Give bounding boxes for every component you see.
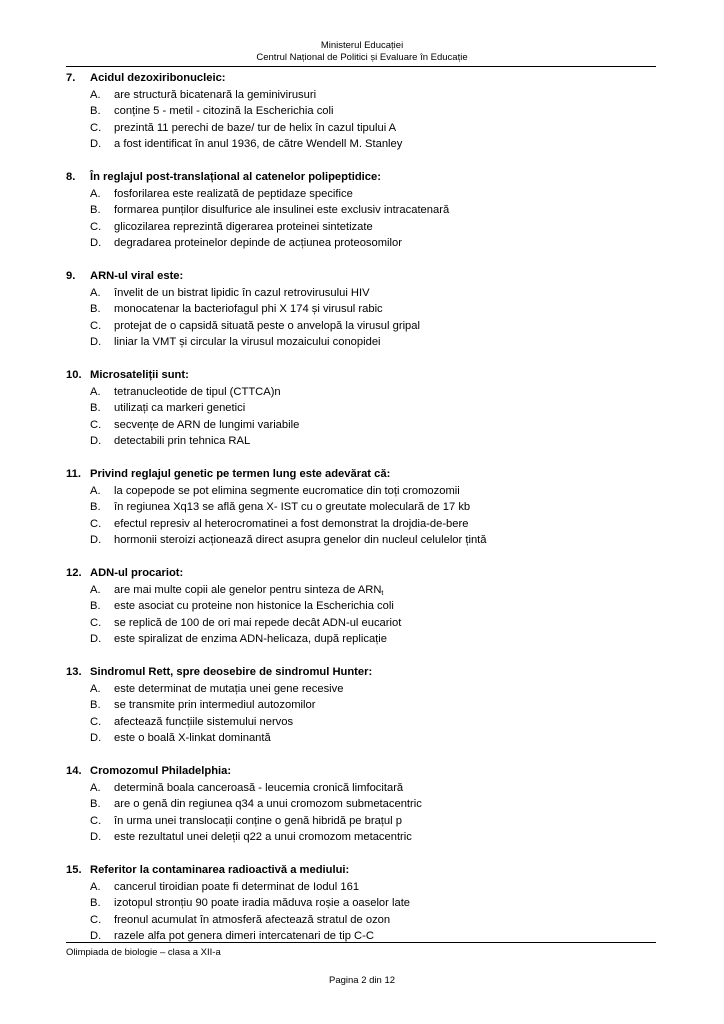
option-text: învelit de un bistrat lipidic în cazul retrovirusului HIV	[114, 286, 370, 299]
option-text: este spiralizat de enzima ADN-helicaza, după replicație	[114, 633, 387, 645]
option-text: a fost identificat în anul 1936, de către Wendell M. Stanley	[114, 138, 403, 150]
option-text: tetranucleotide de tipul (CTTCA)n	[114, 385, 281, 398]
option-letter: C.	[90, 517, 102, 530]
page-number: Pagina 2 din 12	[328, 975, 396, 986]
option-text: se replică de 100 de ori mai repede decât ADN-ul eucariot	[114, 616, 402, 629]
option-text: degradarea proteinelor depinde de acțiunea proteosomilor	[114, 237, 402, 249]
option-letter: C.	[90, 418, 102, 431]
answer-option	[66, 631, 666, 648]
option-letter: A.	[90, 88, 101, 101]
question-number: 12.	[66, 567, 82, 579]
answer-option	[66, 334, 666, 351]
answer-option	[66, 879, 666, 896]
option-text: glicozilarea reprezintă digerarea proteinei sintetizate	[114, 220, 373, 233]
question-number: 14.	[66, 765, 82, 777]
answer-option	[66, 235, 666, 252]
option-text: prezintă 11 perechi de baze/ tur de helix în cazul tipului A	[114, 121, 397, 134]
option-text: este determinat de mutația unei gene recesive	[114, 682, 344, 695]
answer-option	[66, 582, 666, 599]
option-text: afectează funcțiile sistemului nervos	[114, 715, 294, 728]
answer-option	[66, 136, 666, 153]
question-block	[66, 565, 666, 648]
question-title	[66, 862, 666, 879]
option-letter: A.	[90, 583, 101, 596]
option-text: cancerul tiroidian poate fi determinat de Iodul 161	[114, 880, 360, 893]
answer-option	[66, 186, 666, 203]
question-number: 7.	[66, 72, 76, 84]
option-letter: A.	[90, 385, 101, 398]
answer-option	[66, 384, 666, 401]
answer-option	[66, 615, 666, 632]
option-text: are o genă din regiunea q34 a unui cromozom submetacentric	[114, 798, 422, 810]
answer-option	[66, 120, 666, 137]
option-letter: A.	[90, 286, 101, 299]
option-text: utilizați ca markeri genetici	[114, 402, 246, 414]
option-letter: A.	[90, 781, 101, 794]
questions-list	[66, 70, 666, 961]
option-text: protejat de o capsidă situată peste o anvelopă la virusul gripal	[114, 319, 420, 332]
question-title	[66, 367, 666, 384]
question-title	[66, 565, 666, 582]
answer-option	[66, 433, 666, 450]
answer-option	[66, 301, 666, 318]
answer-option	[66, 400, 666, 417]
option-text: razele alfa pot genera dimeri intercatenari de tip C-C	[114, 930, 374, 942]
question-number: 11.	[66, 468, 81, 480]
option-letter: A.	[90, 682, 101, 695]
question-block	[66, 664, 666, 747]
option-letter: B.	[90, 501, 101, 513]
question-number: 9.	[66, 270, 76, 282]
option-letter: B.	[90, 897, 101, 909]
question-title	[66, 664, 666, 681]
question-title	[66, 169, 666, 186]
option-text: în regiunea Xq13 se află gena X- IST cu o greutate moleculară de 17 kb	[114, 501, 471, 513]
header-center: Centrul Național de Politici și Evaluare în Educație	[256, 52, 468, 63]
option-letter: B.	[90, 699, 101, 711]
option-text: fosforilarea este realizată de peptidaze specifice	[114, 187, 353, 200]
option-letter: A.	[90, 187, 101, 200]
option-text: este rezultatul unei deleții q22 a unui cromozom metacentric	[114, 831, 412, 843]
question-title	[66, 763, 666, 780]
option-text: se transmite prin intermediul autozomilor	[114, 699, 316, 711]
option-text: secvențe de ARN de lungimi variabile	[114, 418, 300, 431]
answer-option	[66, 318, 666, 335]
question-title	[66, 268, 666, 285]
question-text: Cromozomul Philadelphia:	[90, 765, 232, 777]
question-text: Sindromul Rett, spre deosebire de sindromul Hunter:	[90, 666, 373, 678]
question-block	[66, 367, 666, 450]
answer-option	[66, 202, 666, 219]
option-letter: C.	[90, 715, 102, 728]
answer-option	[66, 417, 666, 434]
question-block	[66, 70, 666, 153]
answer-option	[66, 103, 666, 120]
answer-option	[66, 681, 666, 698]
question-block	[66, 862, 666, 945]
option-text: are mai multe copii ale genelor pentru sinteza de ARN	[114, 583, 382, 596]
option-text: conține 5 - metil - citozină la Escherichia coli	[114, 105, 334, 117]
question-text: ADN-ul procariot:	[90, 567, 184, 579]
question-text: Microsateliții sunt:	[90, 369, 189, 381]
question-text: Referitor la contaminarea radioactivă a mediului:	[90, 864, 350, 876]
answer-option	[66, 714, 666, 731]
option-text: hormonii steroizi acționează direct asupra genelor din nucleul celulelor țintă	[114, 534, 487, 546]
option-letter: D.	[90, 138, 102, 150]
answer-option	[66, 895, 666, 912]
question-text: În reglajul post-translațional al catenelor polipeptidice:	[90, 171, 381, 183]
answer-option	[66, 483, 666, 500]
option-letter: D.	[90, 336, 102, 348]
answer-option	[66, 87, 666, 104]
option-subscript: t	[381, 589, 384, 597]
question-number: 10.	[66, 369, 82, 381]
option-letter: D.	[90, 534, 102, 546]
answer-option	[66, 912, 666, 929]
option-text: are structură bicatenară la geminivirusuri	[114, 88, 317, 101]
option-letter: D.	[90, 732, 102, 744]
answer-option	[66, 730, 666, 747]
option-text: este asociat cu proteine non histonice la Escherichia coli	[114, 600, 394, 612]
header-ministry: Ministerul Educației	[320, 40, 404, 51]
answer-option	[66, 532, 666, 549]
page-header	[0, 40, 724, 64]
answer-option	[66, 598, 666, 615]
footer-divider	[66, 942, 656, 943]
question-number: 8.	[66, 171, 76, 183]
question-title	[66, 70, 666, 87]
option-text: la copepode se pot elimina segmente eucromatice din toți cromozomii	[114, 484, 460, 497]
option-letter: D.	[90, 435, 102, 447]
option-letter: D.	[90, 237, 102, 249]
question-block	[66, 763, 666, 846]
option-letter: C.	[90, 814, 102, 827]
option-text: în urma unei translocații conține o genă hibridă pe brațul p	[114, 814, 402, 827]
option-letter: A.	[90, 484, 101, 497]
option-text: izotopul stronțiu 90 poate iradia măduva roșie a oaselor late	[114, 897, 411, 909]
question-block	[66, 466, 666, 549]
option-letter: C.	[90, 616, 102, 629]
option-letter: B.	[90, 402, 101, 414]
answer-option	[66, 219, 666, 236]
option-letter: C.	[90, 319, 102, 332]
option-letter: B.	[90, 105, 101, 117]
option-text: freonul acumulat în atmosferă afectează stratul de ozon	[114, 913, 391, 926]
answer-option	[66, 813, 666, 830]
option-text: liniar la VMT și circular la virusul mozaicului conopidei	[114, 336, 381, 348]
option-text: determină boala canceroasă - leucemia cronică limfocitară	[114, 781, 404, 794]
question-number: 13.	[66, 666, 82, 678]
answer-option	[66, 516, 666, 533]
answer-option	[66, 780, 666, 797]
footer-olympiad: Olimpiada de biologie – clasa a XII-a	[66, 947, 221, 958]
option-text: monocatenar la bacteriofagul phi X 174 și virusul rabic	[114, 303, 383, 315]
answer-option	[66, 285, 666, 302]
header-divider	[66, 66, 656, 67]
question-block	[66, 268, 666, 351]
question-title	[66, 466, 666, 483]
option-letter: B.	[90, 798, 101, 810]
option-letter: D.	[90, 633, 102, 645]
option-text: detectabili prin tehnica RAL	[114, 435, 251, 447]
option-letter: B.	[90, 204, 101, 216]
option-letter: C.	[90, 220, 102, 233]
option-letter: D.	[90, 930, 102, 942]
option-text: efectul represiv al heterocromatinei a fost demonstrat la drojdia-de-bere	[114, 517, 469, 530]
answer-option	[66, 796, 666, 813]
option-letter: B.	[90, 303, 101, 315]
option-text: formarea punților disulfurice ale insulinei este exclusiv intracatenară	[114, 204, 450, 216]
answer-option	[66, 697, 666, 714]
question-block	[66, 169, 666, 252]
question-number: 15.	[66, 864, 82, 876]
option-letter: C.	[90, 913, 102, 926]
option-text: este o boală X-linkat dominantă	[114, 732, 271, 744]
question-text: ARN-ul viral este:	[90, 270, 184, 282]
question-text: Privind reglajul genetic pe termen lung este adevărat că:	[90, 468, 391, 480]
option-letter: D.	[90, 831, 102, 843]
answer-option	[66, 829, 666, 846]
answer-option	[66, 499, 666, 516]
option-letter: B.	[90, 600, 101, 612]
option-letter: A.	[90, 880, 101, 893]
question-text: Acidul dezoxiribonucleic:	[90, 72, 226, 84]
option-letter: C.	[90, 121, 102, 134]
